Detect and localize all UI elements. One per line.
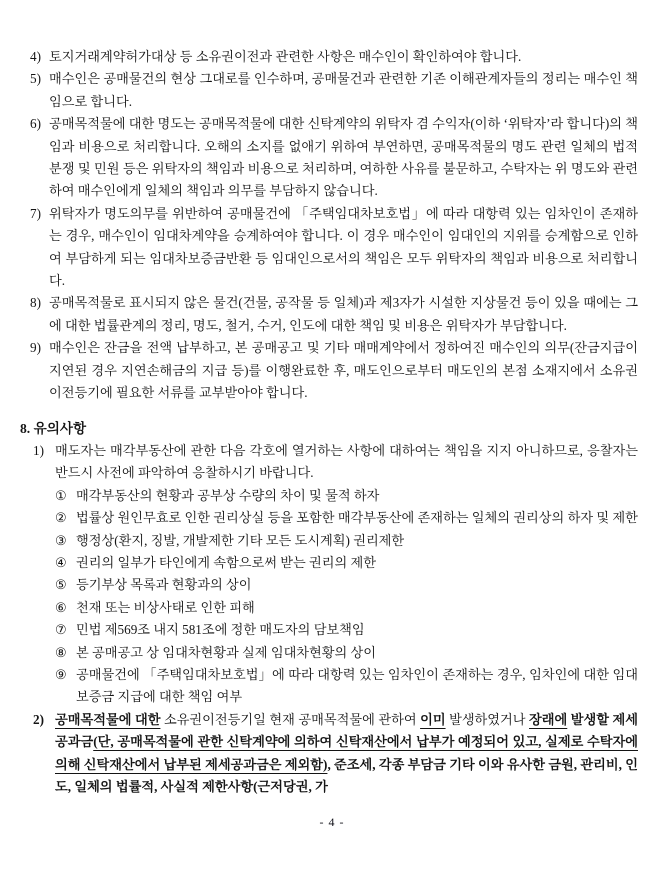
circled-text: 민법 제569조 내지 581조에 정한 매도자의 담보책임 (76, 622, 365, 638)
circled-marker: ⑥ (55, 599, 67, 615)
circled-item-2 (55, 507, 638, 529)
clause-marker: 2) (33, 711, 44, 727)
clause-marker: 8) (30, 295, 41, 311)
clause-text: 위탁자가 명도의무를 위반하여 공매물건에 「주택임대차보호법」에 따라 대항력 있는 임차인이 존재하는 경우, 매수인이 임대차계약을 승계하여야 합니다. 이 경우 매수인이 임대인의 지위를 승계함으로 인하여 부담하게 되는 임대차보증금반환 등 임대인으로서의 책임은 모두 위탁자의 책임과 비용으로 처리합니다. (49, 205, 638, 289)
clause-text: 공매목적물로 표시되지 않은 물건(건물, 공작물 등 일체)과 제3자가 시설한 지상물건 등이 있을 때에는 그에 대한 법률관계의 정리, 명도, 철거, 수거, 인도에 대한 책임 및 비용은 위탁자가 부담합니다. (49, 295, 638, 333)
clause-text: 매수인은 공매물건의 현상 그대로를 인수하며, 공매물건과 관련한 기존 이해관계자들의 정리는 매수인 책임으로 합니다. (49, 71, 638, 109)
notice-item-2 (33, 709, 638, 799)
page-number: - 4 - (319, 815, 345, 830)
clause-text: 매도자는 매각부동산에 관한 다음 각호에 열거하는 사항에 대하여는 책임을 지지 아니하므로, 응찰자는 반드시 사전에 파악하여 응찰하시기 바랍니다. (55, 442, 638, 481)
clause-text: 공매목적물에 대한 명도는 공매목적물에 대한 신탁계약의 위탁자 겸 수익자(이하 ‘위탁자’라 합니다)의 책임과 비용으로 처리합니다. 오해의 소지를 없애기 위하여 부연하면, 공매목적물의 명도 관련 일체의 법적 분쟁 및 민원 등은 위탁자의 책임과 비용으로 처리하며, 여하한 사유를 불문하고, 수탁자는 위 명도와 관련하여 매수인에게 일체의 책임과 의무를 부담하지 않습니다. (49, 116, 638, 199)
circled-text: 매각부동산의 현황과 공부상 수량의 차이 및 물적 하자 (76, 487, 380, 503)
circled-text: 권리의 일부가 타인에게 속함으로써 받는 권리의 제한 (76, 554, 377, 570)
clause-marker: 9) (30, 340, 41, 356)
clause-marker: 7) (30, 205, 41, 221)
circled-text: 본 공매공고 상 임대차현황과 실제 임대차현황의 상이 (76, 644, 377, 660)
circled-text: 천재 또는 비상사태로 인한 피해 (76, 599, 255, 615)
circled-text: 법률상 원인무효로 인한 권리상실 등을 포함한 매각부동산에 존재하는 일체의 권리상의 하자 및 제한 (76, 510, 638, 526)
circled-item-1 (55, 485, 638, 507)
circled-marker: ⑦ (55, 622, 67, 638)
notice-item-1 (33, 440, 638, 485)
clause-marker: 5) (30, 71, 41, 87)
circled-item-3 (55, 530, 638, 552)
clause-text: 매수인은 잔금을 전액 납부하고, 본 공매공고 및 기타 매매계약에서 정하여진 매수인의 의무(잔금지급이 지연된 경우 지연손해금의 지급 등)를 이행완료한 후, 매도인으로부터 매도인의 본점 소재지에서 소유권이전등기에 필요한 서류를 교부받아야 합니다. (49, 340, 638, 401)
section-heading: 8. 유의사항 (20, 420, 87, 436)
clause-marker: 1) (33, 442, 44, 458)
clause-item-4 (30, 46, 638, 68)
circled-marker: ⑤ (55, 577, 67, 593)
circled-marker: ③ (55, 532, 67, 548)
clause-item-7 (30, 203, 638, 293)
clause-item-9 (30, 337, 638, 404)
circled-item-6 (55, 597, 638, 619)
circled-item-8 (55, 642, 638, 664)
clause-text: 토지거래계약허가대상 등 소유권이전과 관련한 사항은 매수인이 확인하여야 합니다. (49, 49, 522, 64)
circled-text: 공매물건에 「주택임대차보호법」에 따라 대항력 있는 임차인이 존재하는 경우, 임차인에 대한 임대보증금 지급에 대한 책임 여부 (76, 666, 638, 705)
circled-item-5 (55, 574, 638, 596)
clause-marker: 4) (30, 49, 41, 64)
circled-marker: ② (55, 510, 67, 526)
circled-marker: ⑧ (55, 644, 67, 660)
circled-text: 행정상(환지, 징발, 개발제한 기타 모든 도시계획) 권리제한 (76, 532, 405, 548)
circled-item-7 (55, 619, 638, 641)
clause-marker: 6) (30, 116, 41, 132)
clause-item-5 (30, 68, 638, 113)
clause-item-8 (30, 292, 638, 337)
clause-rich-text: 공매목적물에 대한 소유권이전등기일 현재 공매목적물에 관하여 이미 발생하였거나 장래에 발생할 제세공과금(단, 공매목적물에 관한 신탁계약에 의하여 신탁재산에서 납부가 예정되어 있고, 실제로 수탁자에 의해 신탁재산에서 납부된 제세공과금은 제외함), 준조세, 각종 부담금 기타 이와 유사한 금원, 관리비, 인도, 일체의 법률적, 사실적 제한사항(근저당권, 가 (55, 711, 638, 794)
circled-item-4 (55, 552, 638, 574)
clause-item-6 (30, 113, 638, 203)
circled-text: 등기부상 목록과 현황과의 상이 (76, 577, 252, 593)
circled-marker: ① (55, 487, 67, 503)
circled-marker: ⑨ (55, 666, 67, 682)
circled-item-9 (55, 664, 638, 709)
circled-marker: ④ (55, 554, 67, 570)
